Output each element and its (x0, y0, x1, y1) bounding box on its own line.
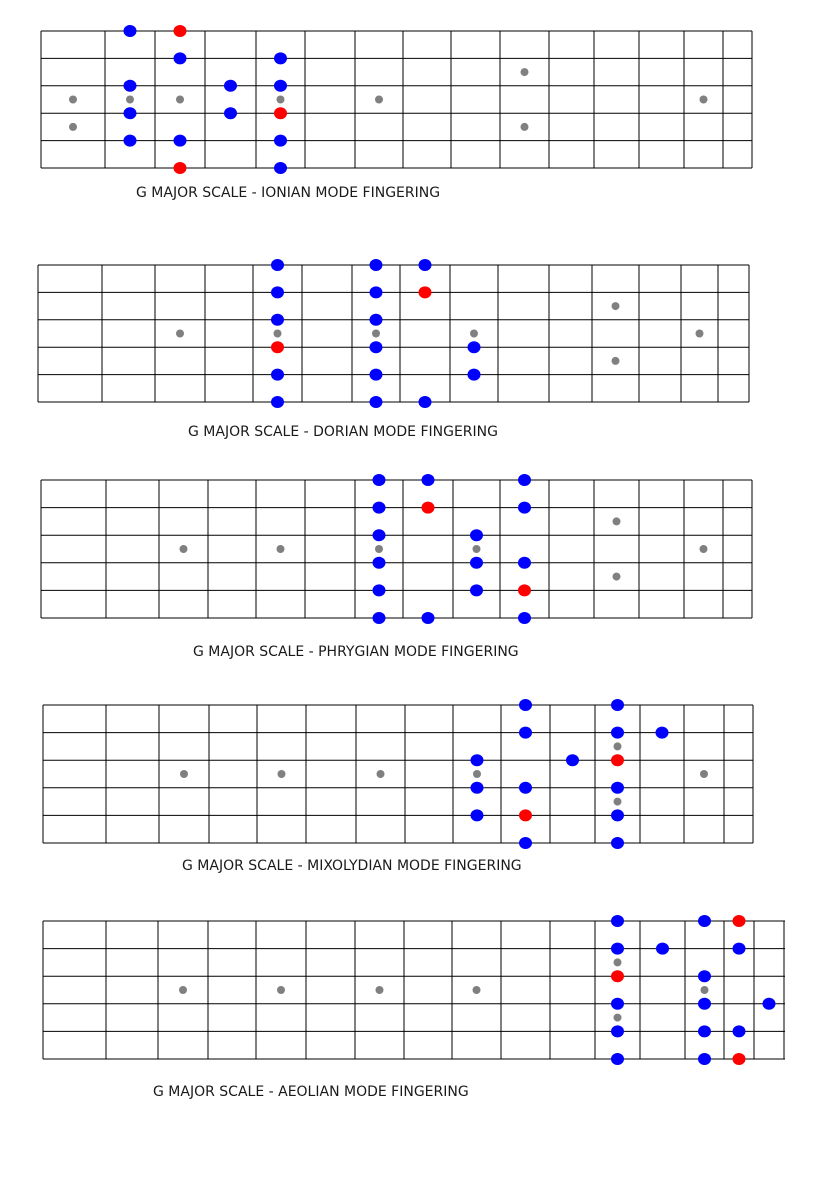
fretboard-ionian (41, 25, 752, 174)
caption-dorian: G MAJOR SCALE - DORIAN MODE FINGERING (188, 424, 498, 440)
scale-note-dot (518, 474, 531, 486)
fret-inlay-marker (277, 96, 285, 104)
scale-note-dot (698, 998, 711, 1010)
fret-inlay-marker (375, 545, 383, 553)
fret-inlay-marker (372, 330, 380, 338)
scale-note-dot (656, 727, 669, 739)
fret-inlay-marker (473, 545, 481, 553)
scale-note-dot (370, 259, 383, 271)
fret-inlay-marker (180, 545, 188, 553)
scale-note-dot (698, 915, 711, 927)
scale-note-dot (422, 474, 435, 486)
fret-inlay-marker (613, 517, 621, 525)
scale-note-dot (124, 25, 137, 37)
scale-note-dot (733, 943, 746, 955)
fret-inlay-marker (278, 770, 286, 778)
scale-note-dot (271, 396, 284, 408)
fret-inlay-marker (473, 770, 481, 778)
scale-note-dot (519, 782, 532, 794)
scale-note-dot (271, 286, 284, 298)
scale-note-dot (519, 837, 532, 849)
root-note-dot (422, 502, 435, 514)
scale-note-dot (422, 612, 435, 624)
fret-inlay-marker (69, 96, 77, 104)
fret-inlay-marker (277, 545, 285, 553)
scale-note-dot (611, 1053, 624, 1065)
caption-mixolydian: G MAJOR SCALE - MIXOLYDIAN MODE FINGERING (182, 858, 522, 874)
scale-note-dot (124, 107, 137, 119)
fret-inlay-marker (179, 986, 187, 994)
scale-note-dot (733, 1025, 746, 1037)
fret-inlay-marker (701, 986, 709, 994)
fretboard-aeolian (43, 915, 785, 1065)
fret-inlay-marker (377, 770, 385, 778)
scale-note-dot (124, 135, 137, 147)
scale-note-dot (470, 584, 483, 596)
scale-note-dot (274, 162, 287, 174)
caption-aeolian: G MAJOR SCALE - AEOLIAN MODE FINGERING (153, 1084, 469, 1100)
scale-note-dot (471, 809, 484, 821)
scale-note-dot (370, 396, 383, 408)
root-note-dot (274, 107, 287, 119)
scale-note-dot (656, 943, 669, 955)
scale-note-dot (373, 529, 386, 541)
root-note-dot (733, 915, 746, 927)
fret-inlay-marker (277, 986, 285, 994)
scale-note-dot (611, 943, 624, 955)
scale-note-dot (698, 970, 711, 982)
scale-note-dot (274, 135, 287, 147)
scale-note-dot (174, 52, 187, 64)
fret-inlay-marker (521, 68, 529, 76)
root-note-dot (518, 584, 531, 596)
scale-note-dot (224, 80, 237, 92)
root-note-dot (611, 970, 624, 982)
fret-inlay-marker (473, 986, 481, 994)
scale-note-dot (274, 80, 287, 92)
fretboard-dorian (38, 259, 749, 408)
fret-inlay-marker (69, 123, 77, 131)
scale-note-dot (566, 754, 579, 766)
scale-note-dot (224, 107, 237, 119)
scale-note-dot (373, 557, 386, 569)
scale-note-dot (373, 584, 386, 596)
fret-inlay-marker (176, 330, 184, 338)
scale-note-dot (471, 754, 484, 766)
root-note-dot (174, 162, 187, 174)
scale-note-dot (611, 998, 624, 1010)
fret-inlay-marker (700, 545, 708, 553)
fret-inlay-marker (126, 96, 134, 104)
scale-note-dot (611, 837, 624, 849)
root-note-dot (519, 809, 532, 821)
scale-note-dot (763, 998, 776, 1010)
scale-note-dot (271, 314, 284, 326)
scale-note-dot (470, 529, 483, 541)
scale-note-dot (518, 502, 531, 514)
caption-ionian: G MAJOR SCALE - IONIAN MODE FINGERING (136, 185, 441, 201)
scale-note-dot (271, 369, 284, 381)
scale-note-dot (274, 52, 287, 64)
caption-phrygian: G MAJOR SCALE - PHRYGIAN MODE FINGERING (193, 644, 519, 660)
fret-inlay-marker (376, 986, 384, 994)
scale-note-dot (271, 259, 284, 271)
fret-inlay-marker (274, 330, 282, 338)
scale-note-dot (174, 135, 187, 147)
fret-inlay-marker (375, 96, 383, 104)
scale-note-dot (470, 557, 483, 569)
root-note-dot (271, 341, 284, 353)
scale-note-dot (373, 474, 386, 486)
scale-note-dot (468, 369, 481, 381)
scale-note-dot (611, 915, 624, 927)
scale-note-dot (611, 699, 624, 711)
scale-note-dot (124, 80, 137, 92)
scale-note-dot (519, 699, 532, 711)
scale-note-dot (419, 259, 432, 271)
fret-inlay-marker (612, 357, 620, 365)
fret-inlay-marker (176, 96, 184, 104)
fret-inlay-marker (614, 798, 622, 806)
fretboard-mixolydian (43, 699, 753, 849)
scale-note-dot (419, 396, 432, 408)
fret-inlay-marker (470, 330, 478, 338)
fret-inlay-marker (613, 573, 621, 581)
scale-note-dot (518, 557, 531, 569)
fret-inlay-marker (700, 770, 708, 778)
fret-inlay-marker (614, 1014, 622, 1022)
fret-inlay-marker (614, 742, 622, 750)
scale-note-dot (370, 369, 383, 381)
scale-note-dot (373, 502, 386, 514)
fret-inlay-marker (700, 96, 708, 104)
scale-note-dot (611, 782, 624, 794)
scale-note-dot (518, 612, 531, 624)
fret-inlay-marker (521, 123, 529, 131)
scale-note-dot (370, 341, 383, 353)
scale-note-dot (611, 727, 624, 739)
scale-note-dot (468, 341, 481, 353)
scale-note-dot (611, 1025, 624, 1037)
root-note-dot (733, 1053, 746, 1065)
root-note-dot (611, 754, 624, 766)
scale-note-dot (471, 782, 484, 794)
fret-inlay-marker (614, 958, 622, 966)
fret-inlay-marker (612, 302, 620, 310)
scale-note-dot (611, 809, 624, 821)
fretboard-phrygian (41, 474, 752, 624)
root-note-dot (174, 25, 187, 37)
scale-note-dot (373, 612, 386, 624)
scale-note-dot (519, 727, 532, 739)
scale-note-dot (698, 1053, 711, 1065)
root-note-dot (419, 286, 432, 298)
fret-inlay-marker (696, 330, 704, 338)
scale-note-dot (370, 286, 383, 298)
fret-inlay-marker (180, 770, 188, 778)
scale-note-dot (370, 314, 383, 326)
scale-note-dot (698, 1025, 711, 1037)
